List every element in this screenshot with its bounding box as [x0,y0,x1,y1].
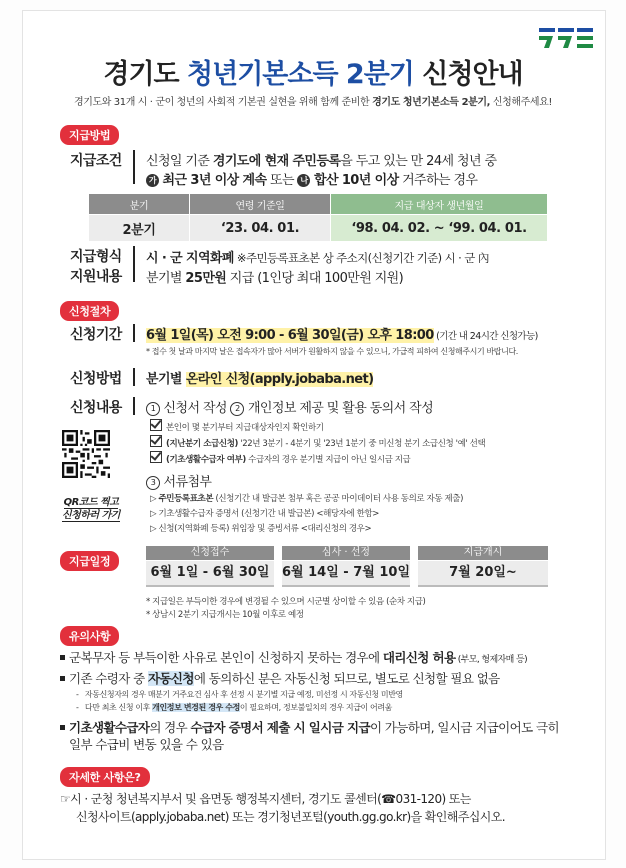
schedule-header: 심사 · 선정 [282,546,410,560]
apply-site-link[interactable]: 온라인 신청(apply.jobaba.net) [185,372,374,387]
section-tag-application-process: 신청절차 [60,301,119,321]
section-tag-notes: 유의사항 [60,626,119,646]
caution-subitem: - 다만 최초 신청 이후 개인정보 변경된 경우 수정이 필요하며, 정보불일치의 경우 지급이 어려움 [76,703,392,712]
caution-item: 군복무자 등 부득이한 사유로 본인이 신청하지 못하는 경우에 대리신청 허용 (부모, 형제자매 등) [60,648,527,666]
gyeonggi-logo [536,26,596,50]
contact-line: 신청사이트(apply.jobaba.net) 또는 경기청년포털(youth.gg.go.kr)을 확인해주십시오. [76,810,505,824]
content-steps-1-2: 1 신청서 작성 2 개인정보 제공 및 활용 동의서 작성 [146,397,433,416]
caution-item-cont: 일부 수급비 변동 있을 수 있음 [69,737,224,752]
label-divider [133,150,135,184]
label-divider [133,368,135,386]
caution-item: 기초생활수급자의 경우 수급자 증명서 제출 시 일시금 지급이 가능하며, 일시금 지급이어도 극히 [60,718,559,736]
table-header: 지급 대상자 생년월일 [331,194,548,215]
table-cell: 2분기 [89,215,190,242]
page-title: 경기도 청년기본소득 2분기 신청안내 [103,59,523,90]
checkbox-icon [150,435,162,447]
badge-b: 나 [297,174,310,187]
page-subtitle: 경기도와 31개 시 · 군이 청년의 사회적 기본권 실현을 위해 함께 준비한 경기도 청년기본소득 2분기, 신청해주세요! [73,97,552,108]
conditions-label: 지급조건 [70,153,122,169]
label-divider [133,397,135,415]
content-step-3: 3 서류첨부 [146,471,211,490]
schedule-value: 6월 1일 - 6월 30일 [146,561,274,587]
table-cell: ‘23. 04. 01. [190,215,331,242]
method-value: 분기별 온라인 신청(apply.jobaba.net) [146,372,374,387]
section-tag-payment-method: 지급방법 [60,125,119,145]
schedule-column [418,546,548,586]
caution-subitem: - 자동신청자의 경우 매분기 거주요건 심사 후 선정 시 분기별 지급 예정, 미선정 시 자동신청 미반영 [76,690,403,699]
content-label: 신청내용 [70,400,122,416]
doc-item: ▷ 주민등록표초본 (신청기간 내 발급본 첨부 혹은 공공 마이데이터 사용 동의로 자동 제출) [150,494,464,504]
qr-caption[interactable]: QR코드 찍고 신청하러 가기 [62,497,120,521]
period-value: 6월 1일(목) 오전 9:00 - 6월 30일(금) 오후 18:00 (기간 내 24시간 신청가능) [146,328,538,343]
check-item: (지난분기 소급신청) '22년 3분기 - 4분기 및 '23년 1분기 중 미신청 분기 소급신청 '예' 선택 [150,435,485,449]
schedule-header: 지급개시 [418,546,548,560]
schedule-value: 6월 14일 - 7월 10일 [282,561,410,587]
amount-value: 분기별 25만원 지급 (1인당 최대 100만원 지원) [146,271,404,286]
title-highlight: 청년기본소득 2분기 [187,59,414,90]
table-header: 연령 기준일 [190,194,331,215]
section-tag-payment-schedule: 지급일정 [60,551,119,571]
caution-item: 기존 수령자 중 자동신청에 동의하신 분은 자동신청 되므로, 별도로 신청할 필요 없음 [60,669,500,687]
conditions-line2: 가 최근 3년 이상 계속 또는 나 합산 10년 이상 거주하는 경우 [146,169,477,188]
period-note: * 접수 첫 날과 마지막 날은 접속자가 많아 서버가 원활하지 않을 수 있으니, 가급적 피하여 신청해주시기 바랍니다. [146,347,518,356]
contact-line: ☞시 · 군청 청년복지부서 및 읍면동 행정복지센터, 경기도 콜센터(☎031-120) 또는 [60,792,471,806]
doc-item: ▷ 기초생활수급자 증명서 (신청기간 내 발급본) <해당자에 한함> [150,509,380,519]
schedule-column [146,546,274,586]
amount-label: 지원내용 [70,269,122,285]
qr-code-icon[interactable] [62,430,110,478]
form-value: 시 · 군 지역화폐 ※주민등록표초본 상 주소지(신청기간 기준) 시 · 군 內 [146,251,489,266]
schedule-value: 7월 20일~ [418,561,548,587]
section-tag-details: 자세한 사항은? [60,767,150,787]
checkbox-icon [150,419,162,431]
table-cell: ‘98. 04. 02. ~ ‘99. 04. 01. [331,215,548,242]
schedule-header: 신청접수 [146,546,274,560]
check-item: (기초생활수급자 여부) 수급자의 경우 분기별 지급이 아닌 일시금 지급 [150,451,410,465]
label-divider [133,324,135,342]
schedule-column [282,546,410,586]
table-header: 분기 [89,194,190,215]
eligibility-table [88,193,548,242]
schedule-note: * 상남시 2분기 지급개시는 10월 이후로 예정 [146,610,304,620]
method-label: 신청방법 [70,371,122,387]
doc-item: ▷ 신청(지역화폐 등록) 위임장 및 증빙서류 <대리신청의 경우> [150,524,372,534]
checkbox-icon [150,451,162,463]
badge-a: 가 [146,174,159,187]
check-item: 본인이 몇 분기부터 지급대상자인지 확인하기 [150,419,324,433]
label-divider [133,246,135,282]
conditions-line1: 신청일 기준 경기도에 현재 주민등록을 두고 있는 만 24세 청년 중 [146,154,497,169]
period-label: 신청기간 [70,327,122,343]
form-label: 지급형식 [70,249,122,265]
schedule-note: * 지급일은 부득이한 경우에 변경될 수 있으며 시군별 상이할 수 있음 (순차 지급) [146,597,426,607]
